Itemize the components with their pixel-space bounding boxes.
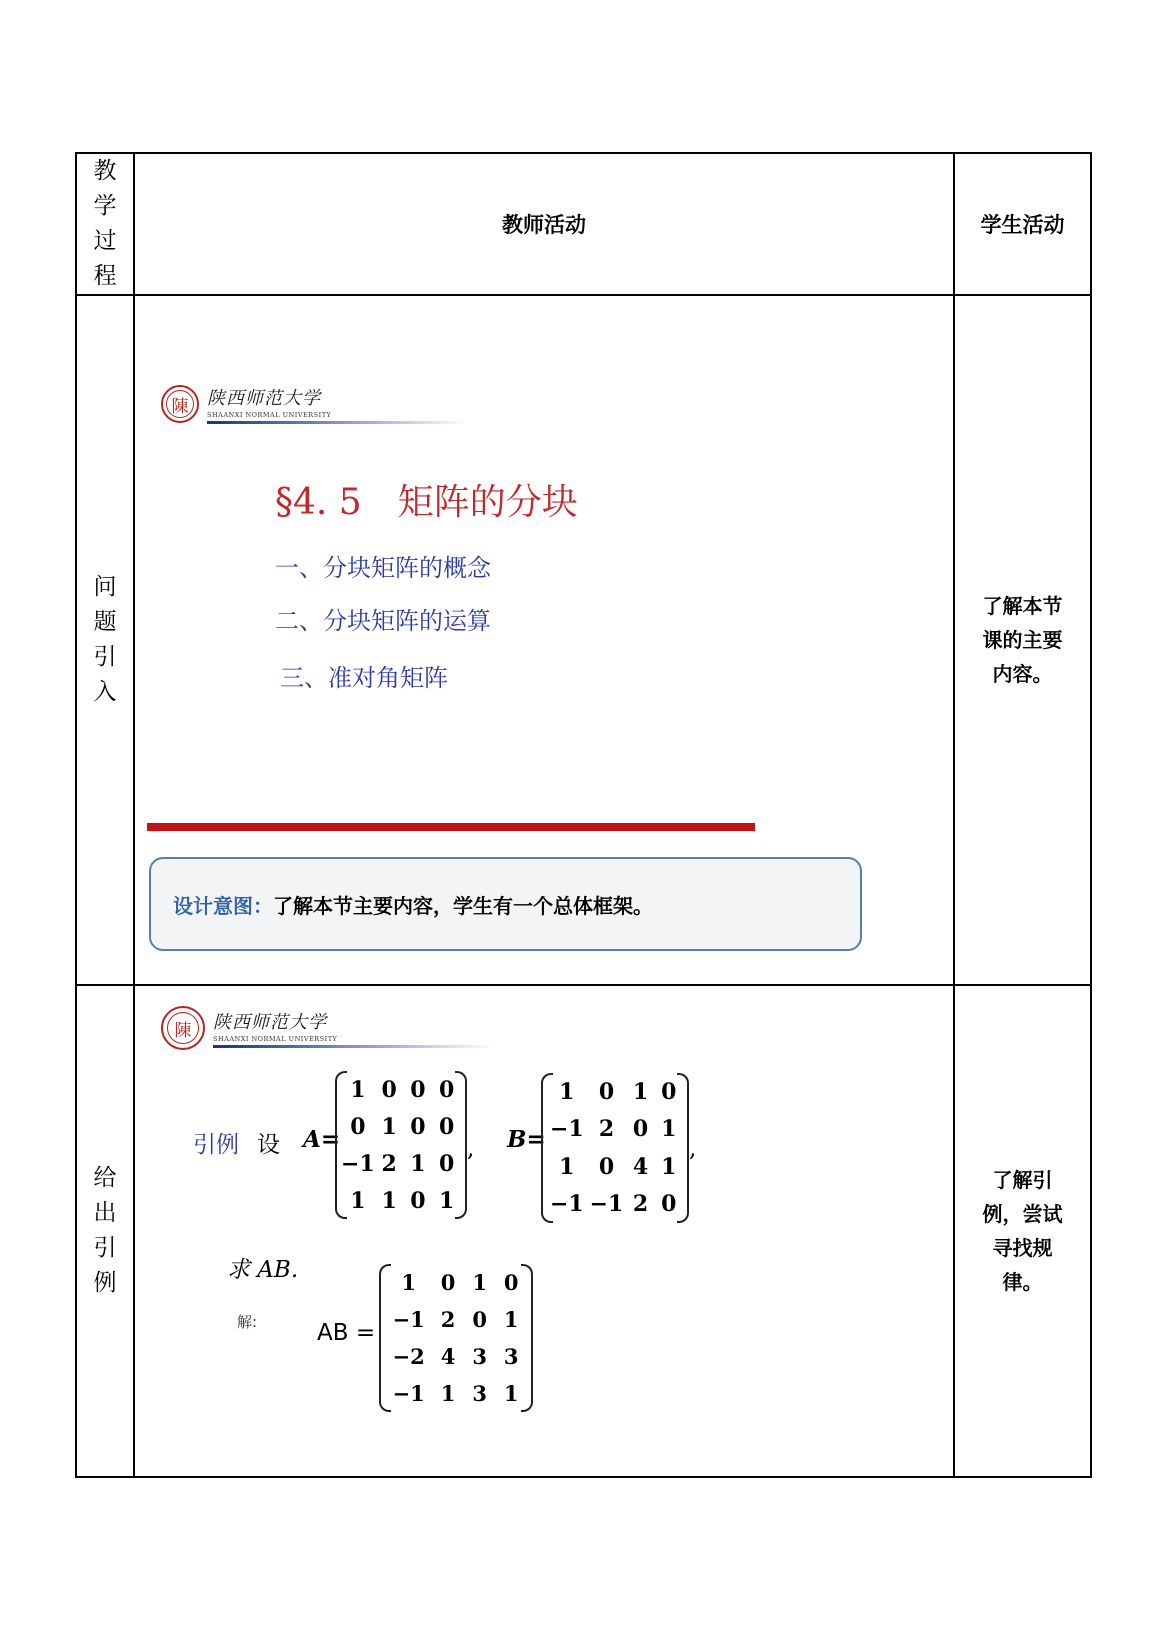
stage-cell [76, 295, 134, 985]
matrix-entry: 0 [438, 1076, 455, 1103]
matrix-entry: −1 [589, 1191, 624, 1218]
matrix-entry: 1 [381, 1187, 397, 1214]
set-word: 设 [257, 1132, 280, 1158]
university-logo [161, 384, 467, 424]
topic-item: 一、分块矩阵的概念 [275, 554, 491, 582]
stage-char: 引 [93, 644, 117, 670]
solution-label: 解: [237, 1313, 258, 1331]
matrix-entry: 1 [632, 1078, 649, 1105]
design-intent-label: 设计意图： [173, 893, 273, 918]
topic-item: 三、准对角矩阵 [280, 664, 448, 692]
design-intent-text: 了解本节主要内容，学生有一个总体框架。 [273, 893, 653, 918]
topic-item: 二、分块矩阵的运算 [275, 607, 491, 635]
teacher-activity-cell [134, 295, 954, 985]
matrix-entry: 0 [440, 1270, 456, 1295]
matrix-entry: −1 [392, 1381, 425, 1406]
matrix-entry: 0 [661, 1191, 677, 1218]
teacher-activity-cell [134, 985, 954, 1477]
slide-title: §4. 5 矩阵的分块 [275, 482, 578, 523]
process-char: 程 [93, 263, 117, 289]
stage-cell [76, 985, 134, 1477]
matrix-b-label: B= [507, 1126, 546, 1153]
red-divider [147, 823, 755, 831]
matrix-entry: 0 [350, 1113, 366, 1140]
student-line: 了解引 [992, 1168, 1053, 1192]
student-activity-cell [954, 295, 1091, 985]
student-activity-cell [954, 985, 1091, 1477]
design-intent-box [149, 857, 862, 951]
logo-name-en: SHAANXI NORMAL UNIVERSITY [213, 1035, 338, 1043]
matrix-entry: 4 [440, 1344, 456, 1369]
comma: , [467, 1136, 475, 1162]
process-header [76, 153, 134, 295]
matrix-entry: 1 [350, 1187, 366, 1214]
student-line: 内容。 [992, 662, 1053, 686]
matrix-entry: 1 [559, 1153, 575, 1180]
table-row [76, 295, 1091, 985]
logo-name-cn: 陕西师范大学 [207, 388, 321, 409]
logo-underline [207, 421, 467, 424]
stage-char: 引 [93, 1235, 117, 1261]
student-line: 律。 [1002, 1270, 1043, 1294]
matrix-entry: 1 [661, 1116, 677, 1143]
matrix-entry: 0 [598, 1153, 615, 1180]
matrix-b [541, 1073, 689, 1223]
matrix-entry: −1 [392, 1307, 425, 1332]
matrix-entry: −1 [341, 1150, 375, 1177]
matrix-entry: −1 [549, 1116, 584, 1143]
ab-label: AB = [317, 1320, 376, 1346]
university-logo [161, 1006, 493, 1050]
matrix-entry: 0 [438, 1113, 455, 1140]
matrix-entry: 2 [440, 1307, 456, 1332]
teacher-activity-header: 教师活动 [134, 153, 954, 295]
matrix-entry: 0 [598, 1078, 615, 1105]
process-char: 过 [93, 228, 117, 254]
matrix-entry: 1 [472, 1270, 487, 1295]
stage-char: 例 [93, 1270, 117, 1296]
matrix-entry: 3 [503, 1344, 519, 1369]
matrix-entry: 1 [410, 1150, 426, 1177]
seal-icon: 陳 [161, 1006, 205, 1050]
matrix-entry: 1 [440, 1381, 456, 1406]
matrix-entry: 1 [381, 1113, 397, 1140]
logo-underline [213, 1045, 493, 1048]
header-row [76, 153, 1091, 295]
matrix-entry: 1 [438, 1187, 455, 1214]
student-line: 课的主要 [982, 628, 1063, 652]
matrix-entry: 3 [472, 1381, 487, 1406]
matrix-entry: 0 [410, 1076, 426, 1103]
logo-name-en: SHAANXI NORMAL UNIVERSITY [207, 411, 332, 419]
student-line: 了解本节 [982, 594, 1063, 618]
matrix-entry: 1 [559, 1078, 575, 1105]
example-label: 引例 [193, 1132, 239, 1158]
matrix-ab [379, 1264, 533, 1412]
comma: , [689, 1136, 697, 1162]
stage-char: 问 [93, 574, 117, 600]
matrix-a-label: A= [303, 1126, 341, 1153]
matrix-entry: 0 [632, 1116, 649, 1143]
matrix-entry: −2 [392, 1344, 425, 1369]
matrix-entry: 0 [381, 1076, 397, 1103]
matrix-entry: 0 [661, 1078, 677, 1105]
slide-example [135, 986, 953, 1476]
matrix-a [335, 1071, 467, 1219]
slide-outline [135, 296, 953, 984]
find-ab: 求 AB. [227, 1257, 299, 1283]
process-char: 学 [93, 193, 117, 219]
matrix-entry: −1 [549, 1191, 584, 1218]
lesson-table [75, 152, 1092, 1478]
matrix-entry: 2 [598, 1116, 615, 1143]
process-char: 教 [93, 158, 117, 184]
seal-icon: 陳 [161, 385, 199, 423]
matrix-entry: 1 [350, 1076, 366, 1103]
matrix-entry: 3 [472, 1344, 487, 1369]
student-line: 寻找规 [992, 1236, 1053, 1260]
stage-char: 入 [93, 679, 117, 705]
matrix-entry: 1 [503, 1381, 519, 1406]
matrix-entry: 2 [381, 1150, 397, 1177]
stage-char: 出 [93, 1200, 117, 1226]
matrix-entry: 0 [410, 1187, 426, 1214]
matrix-entry: 1 [503, 1307, 519, 1332]
stage-char: 给 [93, 1165, 117, 1191]
matrix-entry: 0 [410, 1113, 426, 1140]
matrix-entry: 0 [503, 1270, 519, 1295]
student-activity-header: 学生活动 [954, 153, 1091, 295]
table-row [76, 985, 1091, 1477]
matrix-entry: 4 [632, 1153, 649, 1180]
student-line: 例，尝试 [982, 1202, 1063, 1226]
matrix-entry: 0 [438, 1150, 455, 1177]
logo-name-cn: 陕西师范大学 [213, 1012, 327, 1033]
matrix-entry: 2 [632, 1191, 649, 1218]
matrix-entry: 0 [472, 1307, 487, 1332]
matrix-entry: 1 [401, 1270, 416, 1295]
matrix-entry: 1 [661, 1153, 677, 1180]
stage-char: 题 [93, 609, 117, 635]
